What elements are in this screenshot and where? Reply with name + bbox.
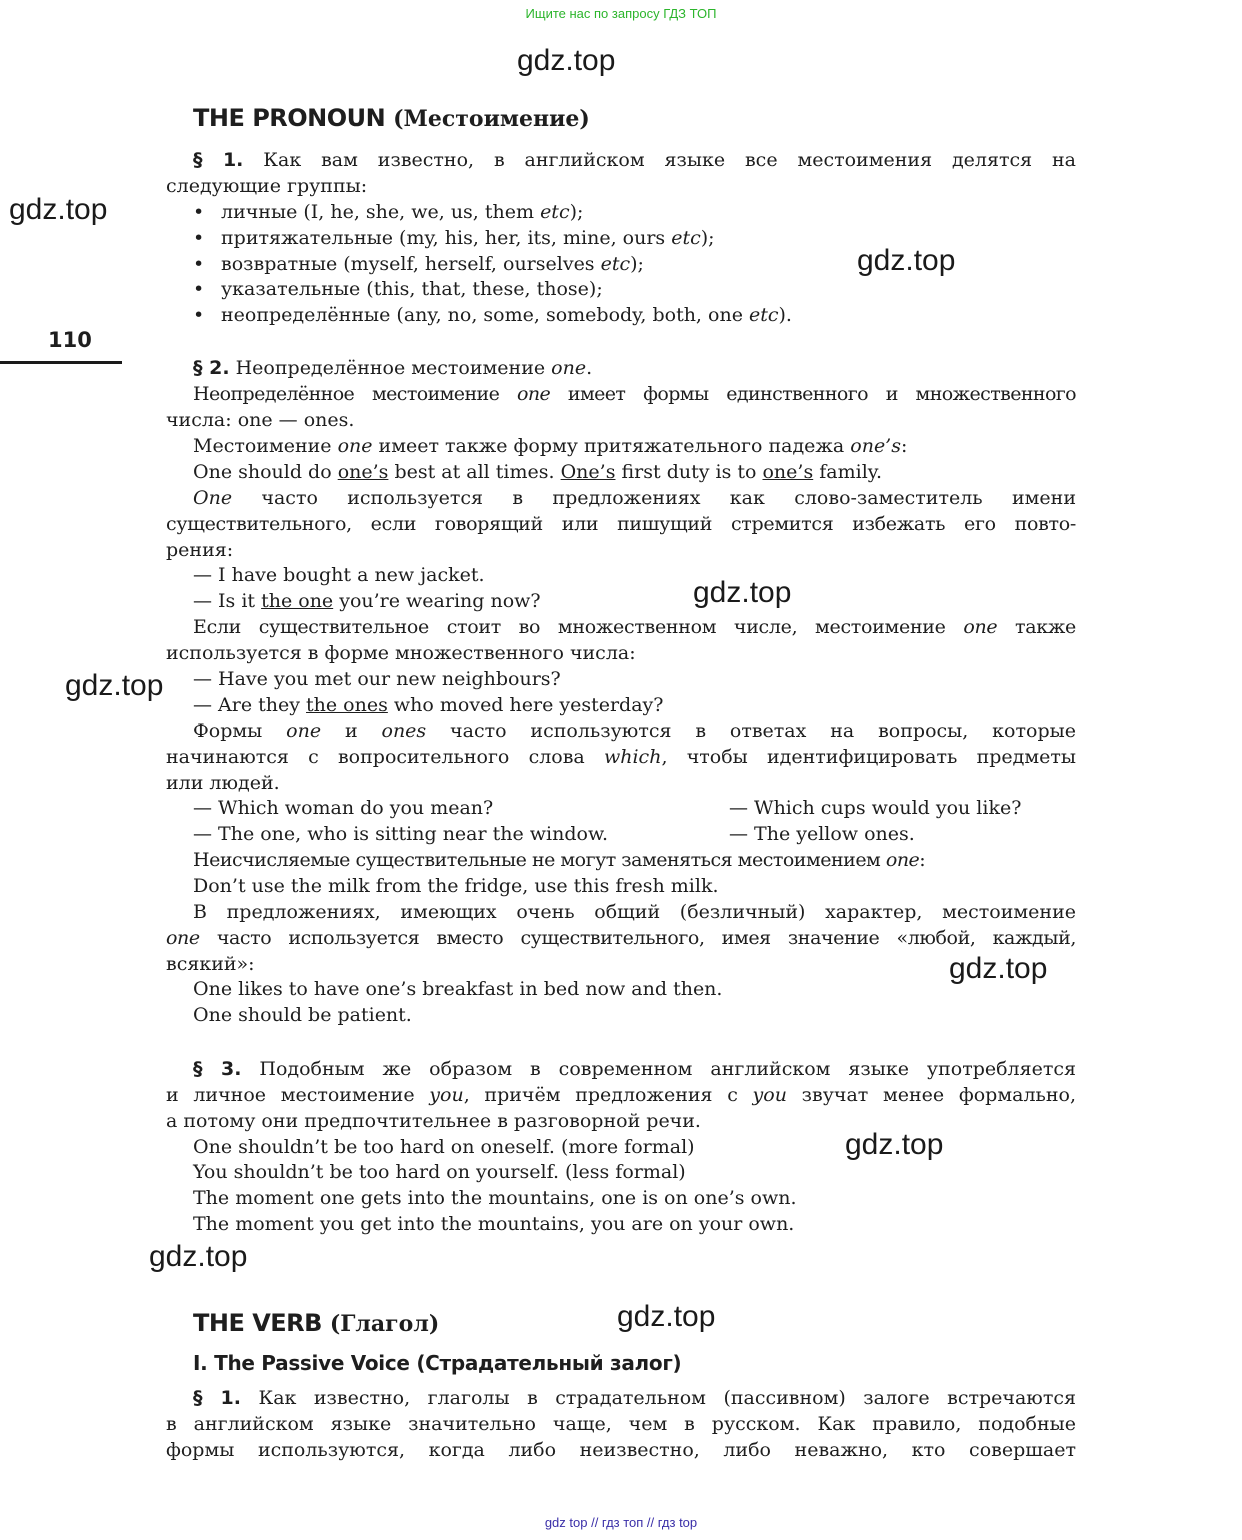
example: One should do one’s best at all times. One’s first duty is to one’s family.: [193, 461, 883, 483]
paragraph: [166, 147, 1076, 173]
bullet-icon: •: [193, 304, 205, 326]
example: The moment you get into the mountains, you are on your own.: [193, 1213, 795, 1235]
section-heading-pronoun: [193, 104, 590, 132]
footer-links[interactable]: gdz top // гдз топ // гдз top: [544, 1515, 698, 1530]
paragraph: Формы one и ones часто используются в ответах на вопросы, которые: [193, 720, 1076, 742]
watermark: gdz.top: [693, 576, 792, 609]
list-item: • возвратные (myself, herself, ourselves etc);: [193, 253, 644, 275]
watermark: gdz.top: [857, 244, 956, 277]
top-banner[interactable]: Ищите нас по запросу ГДЗ ТОП: [525, 6, 717, 21]
heading-ru: (Глагол): [329, 1311, 440, 1337]
paragraph-line: или людей.: [166, 772, 280, 794]
paragraph-line: рения:: [166, 539, 234, 561]
example: One should be patient.: [193, 1004, 412, 1026]
section-mark: § 1.: [193, 149, 244, 171]
heading-ru: (Местоимение): [393, 106, 590, 132]
section-mark: § 1.: [193, 1387, 241, 1409]
example: One likes to have one’s breakfast in bed now and then.: [193, 978, 723, 1000]
paragraph: One часто используется в предложениях как слово-заместитель имени: [193, 487, 1076, 509]
paragraph: Неопределённое местоимение one имеет формы единственного и множественного: [193, 383, 1077, 405]
paragraph-line: используется в форме множественного числа:: [166, 642, 636, 664]
dialogue-line: — The one, who is sitting near the window.: [193, 823, 609, 845]
paragraph-line: следующие группы:: [166, 175, 368, 197]
dialogue-line: — Is it the one you’re wearing now?: [193, 590, 541, 612]
section-heading-verb: [193, 1309, 439, 1337]
page-number: 110: [48, 328, 92, 352]
dialogue-line: — Have you met our new neighbours?: [193, 668, 561, 690]
dialogue-line: — The yellow ones.: [729, 823, 915, 845]
text: Как вам известно, в английском языке все местоимения делятся на: [263, 149, 1076, 171]
watermark: gdz.top: [149, 1240, 248, 1273]
bullet-icon: •: [193, 278, 205, 300]
paragraph: § 1. Как известно, глаголы в страдательном (пассивном) залоге встречаются: [193, 1387, 1076, 1409]
example: You shouldn’t be too hard on yourself. (less formal): [193, 1161, 686, 1183]
paragraph: § 3. Подобным же образом в современном английском языке употребляется: [193, 1058, 1076, 1080]
paragraph-line: one часто используется вместо существительного, имея значение «любой, каждый,: [166, 927, 1076, 949]
heading-en: THE PRONOUN: [193, 104, 386, 132]
bullet-icon: •: [193, 253, 205, 275]
bullet-icon: •: [193, 227, 205, 249]
watermark: gdz.top: [65, 669, 164, 702]
subheading-passive-voice: I. The Passive Voice (Страдательный залог): [193, 1351, 682, 1375]
watermark: gdz.top: [617, 1300, 716, 1333]
paragraph: Неисчисляемые существительные не могут заменяться местоимением one:: [193, 849, 926, 871]
dialogue-line: — Which woman do you mean?: [193, 797, 494, 819]
paragraph-line: всякий»:: [166, 953, 255, 975]
paragraph-line: существительного, если говорящий или пишущий стремится избежать его повто-: [166, 513, 1076, 535]
paragraph-line: числа: one — ones.: [166, 409, 355, 431]
paragraph-line: и личное местоимение you, причём предложения с you звучат менее формально,: [166, 1084, 1077, 1106]
example: The moment one gets into the mountains, one is on one’s own.: [193, 1187, 797, 1209]
dialogue-line: — Are they the ones who moved here yesterday?: [193, 694, 664, 716]
page-number-rule: [0, 361, 122, 364]
list-item: • неопределённые (any, no, some, somebody, both, one etc).: [193, 304, 792, 326]
section-title: § 2. Неопределённое местоимение one.: [193, 357, 593, 379]
heading-en: THE VERB: [193, 1309, 322, 1337]
dialogue-line: — I have bought a new jacket.: [193, 564, 485, 586]
list-item: • указательные (this, that, these, those);: [193, 278, 603, 300]
paragraph: Местоимение one имеет также форму притяжательного падежа one’s:: [193, 435, 908, 457]
watermark: gdz.top: [9, 193, 108, 226]
watermark: gdz.top: [949, 952, 1048, 985]
dialogue-line: — Which cups would you like?: [729, 797, 1022, 819]
list-item: • притяжательные (my, his, her, its, mine, ours etc);: [193, 227, 715, 249]
paragraph-line: начинаются с вопросительного слова which, чтобы идентифицировать предметы: [166, 746, 1077, 768]
paragraph: Если существительное стоит во множественном числе, местоимение one также: [193, 616, 1076, 638]
bullet-icon: •: [193, 201, 205, 223]
example: Don’t use the milk from the fridge, use this fresh milk.: [193, 875, 719, 897]
paragraph-line: а потому они предпочтительнее в разговорной речи.: [166, 1110, 701, 1132]
watermark: gdz.top: [845, 1128, 944, 1161]
list-item: • личные (I, he, she, we, us, them etc);: [193, 201, 584, 223]
example: One shouldn’t be too hard on oneself. (more formal): [193, 1136, 695, 1158]
paragraph: В предложениях, имеющих очень общий (безличный) характер, местоимение: [193, 901, 1076, 923]
paragraph-line: формы используются, когда либо неизвестно, либо неважно, кто совершает: [166, 1439, 1076, 1461]
watermark: gdz.top: [517, 44, 616, 77]
section-mark: § 3.: [193, 1058, 242, 1080]
section-mark: § 2.: [193, 357, 230, 379]
paragraph-line: в английском языке значительно чаще, чем в русском. Как правило, подобные: [166, 1413, 1076, 1435]
